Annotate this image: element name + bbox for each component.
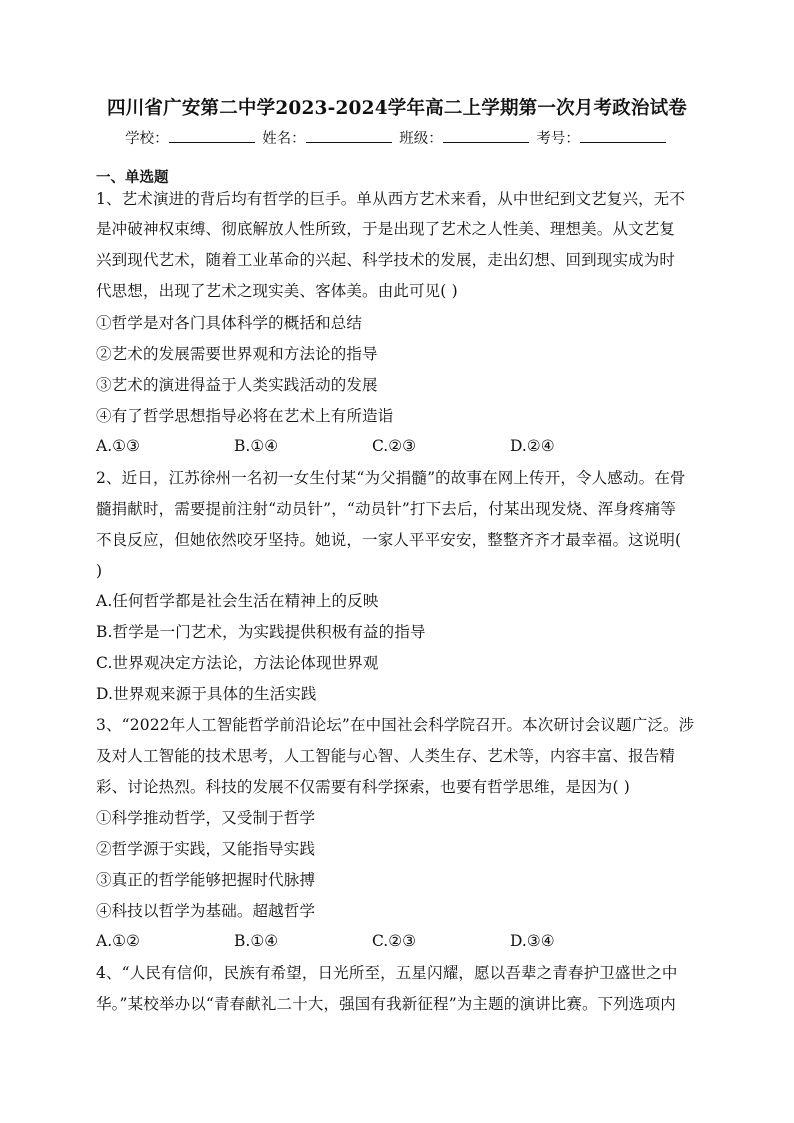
class-blank[interactable] <box>443 130 529 143</box>
number-blank[interactable] <box>580 130 666 143</box>
q1-option-b[interactable]: B.①④ <box>234 437 279 455</box>
q1-option-c[interactable]: C.②③ <box>372 437 417 455</box>
q3-stem-line-3: 彩、讨论热烈。科技的发展不仅需要有科学探索，也要有哲学思维，是因为( ) <box>96 778 630 796</box>
q3-stem-line-1: 3、“2022年人工智能哲学前沿论坛”在中国社会科学院召开。本次研讨会议题广泛。涉 <box>96 716 695 734</box>
class-label: 班级： <box>399 131 443 147</box>
q3-item-1: ①科学推动哲学，又受制于哲学 <box>96 809 316 827</box>
q1-option-a[interactable]: A.①③ <box>96 437 140 455</box>
q1-item-3: ③艺术的演进得益于人类实践活动的发展 <box>96 376 378 394</box>
name-blank[interactable] <box>306 130 392 143</box>
q2-option-b[interactable]: B.哲学是一门艺术，为实践提供积极有益的指导 <box>96 623 426 641</box>
q1-stem-line-2: 是冲破神权束缚、彻底解放人性所致，于是出现了艺术之人性美、理想美。从文艺复 <box>96 220 676 238</box>
school-blank[interactable] <box>169 130 255 143</box>
q1-stem-line-4: 代思想，出现了艺术之现实美、客体美。由此可见( ) <box>96 282 458 300</box>
q3-stem-line-2: 及对人工智能的技术思考，人工智能与心智、人类生存、艺术等，内容丰富、报告精 <box>96 747 676 765</box>
q2-stem-line-3: 不良反应，但她依然咬牙坚持。她说，一家人平平安安，整整齐齐才最幸福。这说明( <box>96 531 682 549</box>
q3-option-a[interactable]: A.①② <box>96 932 140 950</box>
exam-title: 四川省广安第二中学2023-2024学年高二上学期第一次月考政治试卷 <box>107 98 687 119</box>
q3-option-d[interactable]: D.③④ <box>510 932 555 950</box>
q2-option-d[interactable]: D.世界观来源于具体的生活实践 <box>96 685 317 703</box>
q3-item-3: ③真正的哲学能够把握时代脉搏 <box>96 871 316 889</box>
q2-stem-line-1: 2、近日，江苏徐州一名初一女生付某“为父捐髓”的故事在网上传开，令人感动。在骨 <box>96 469 686 487</box>
name-label: 姓名： <box>262 131 306 147</box>
q3-option-b[interactable]: B.①④ <box>234 932 279 950</box>
q2-option-c[interactable]: C.世界观决定方法论，方法论体现世界观 <box>96 654 379 672</box>
q1-option-d[interactable]: D.②④ <box>510 437 555 455</box>
q4-stem-line-1: 4、“人民有信仰，民族有希望，日光所至，五星闪耀，愿以吾辈之青春护卫盛世之中 <box>96 964 678 982</box>
q3-item-2: ②哲学源于实践，又能指导实践 <box>96 840 316 858</box>
student-info-row <box>0 127 794 148</box>
q3-option-c[interactable]: C.②③ <box>372 932 417 950</box>
q1-item-2: ②艺术的发展需要世界观和方法论的指导 <box>96 345 378 363</box>
q2-option-a[interactable]: A.任何哲学都是社会生活在精神上的反映 <box>96 592 379 610</box>
section-heading: 一、单选题 <box>96 169 169 186</box>
number-label: 考号： <box>536 131 580 147</box>
q3-item-4: ④科技以哲学为基础。超越哲学 <box>96 902 316 920</box>
q1-item-4: ④有了哲学思想指导必将在艺术上有所造诣 <box>96 407 394 425</box>
q1-stem-line-1: 1、艺术演进的背后均有哲学的巨手。单从西方艺术来看，从中世纪到文艺复兴，无不 <box>96 190 686 208</box>
q1-item-1: ①哲学是对各门具体科学的概括和总结 <box>96 314 363 332</box>
q2-stem-line-4: ) <box>96 562 103 580</box>
school-label: 学校： <box>125 131 169 147</box>
q1-stem-line-3: 兴到现代艺术，随着工业革命的兴起、科学技术的发展，走出幻想、回到现实成为时 <box>96 251 676 269</box>
q2-stem-line-2: 髓捐献时，需要提前注射“动员针”，“动员针”打下去后，付某出现发烧、浑身疼痛等 <box>96 500 677 518</box>
q4-stem-line-2: 华。”某校举办以“青春献礼二十大，强国有我新征程”为主题的演讲比赛。下列选项内 <box>96 995 676 1013</box>
